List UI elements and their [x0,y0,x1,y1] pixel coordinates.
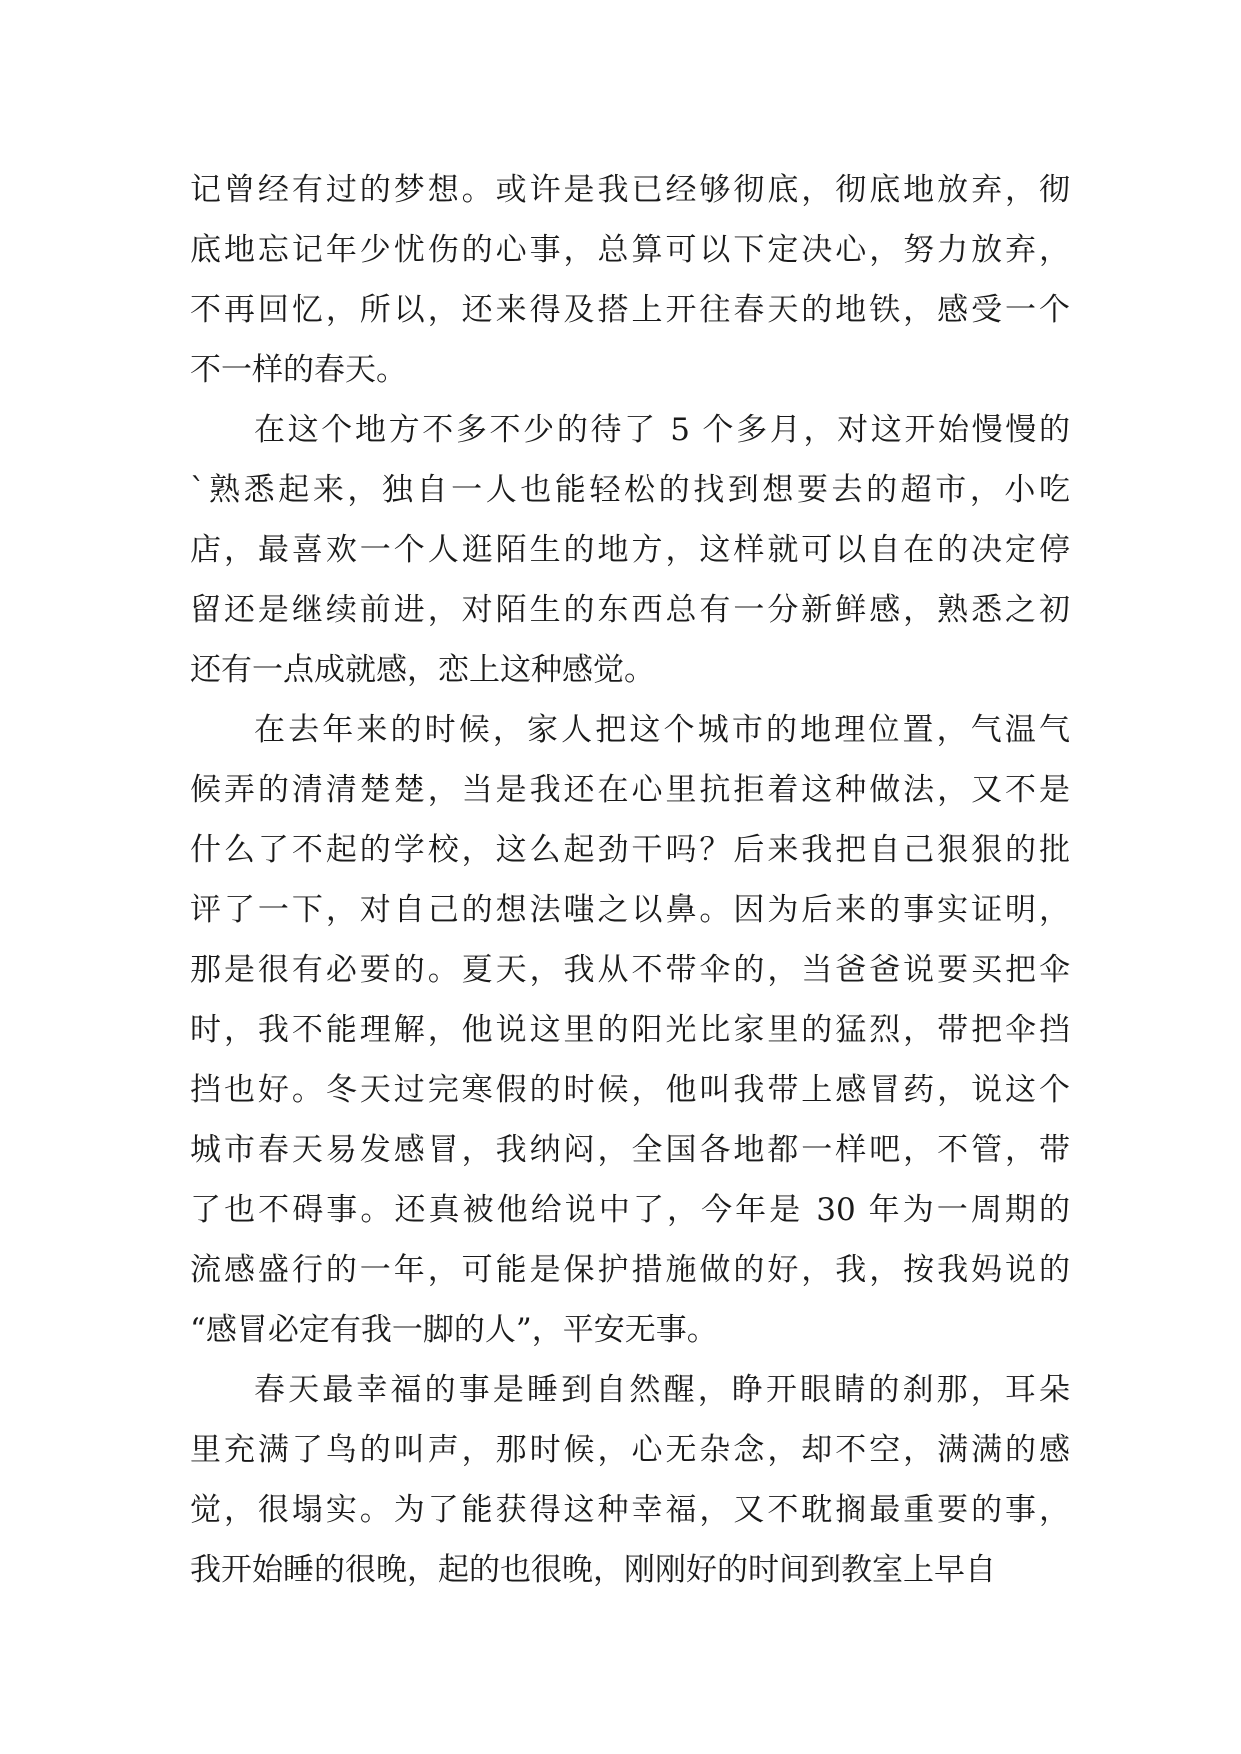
text-line: `熟悉起来，独自一人也能轻松的找到想要去的超市，小吃 [190,472,1070,508]
document-body [190,160,1070,1600]
text-line: 不再回忆，所以，还来得及搭上开往春天的地铁，感受一个 [190,292,1070,328]
paragraph [190,700,1070,1360]
paragraph [190,1360,1070,1600]
text-line: 底地忘记年少忧伤的心事，总算可以下定决心，努力放弃， [190,232,1070,268]
text-line: 评了一下，对自己的想法嗤之以鼻。因为后来的事实证明， [190,892,1070,928]
text-line: 流感盛行的一年，可能是保护措施做的好，我，按我妈说的 [190,1252,1070,1288]
text-line: 在去年来的时候，家人把这个城市的地理位置，气温气 [254,712,1070,748]
text-line: 候弄的清清楚楚，当是我还在心里抗拒着这种做法，又不是 [190,772,1070,808]
text-line: 城市春天易发感冒，我纳闷，全国各地都一样吧，不管，带 [190,1132,1070,1168]
paragraph [190,160,1070,400]
text-line: 什么了不起的学校，这么起劲干吗？后来我把自己狠狠的批 [190,832,1070,868]
text-line: 那是很有必要的。夏天，我从不带伞的，当爸爸说要买把伞 [190,952,1070,988]
text-line: 留还是继续前进，对陌生的东西总有一分新鲜感，熟悉之初 [190,592,1070,628]
paragraph [190,400,1070,700]
text-line: 记曾经有过的梦想。或许是我已经够彻底，彻底地放弃，彻 [190,172,1070,208]
text-line: “感冒必定有我一脚的人”，平安无事。 [190,1312,718,1348]
text-line: 还有一点成就感，恋上这种感觉。 [190,652,655,688]
text-line: 时，我不能理解，他说这里的阳光比家里的猛烈，带把伞挡 [190,1012,1070,1048]
text-line: 挡也好。冬天过完寒假的时候，他叫我带上感冒药，说这个 [190,1072,1070,1108]
text-line: 我开始睡的很晚，起的也很晚，刚刚好的时间到教室上早自 [190,1552,996,1588]
text-line: 不一样的春天。 [190,352,407,388]
text-line: 在这个地方不多不少的待了 5 个多月，对这开始慢慢的 [254,412,1070,448]
text-line: 店，最喜欢一个人逛陌生的地方，这样就可以自在的决定停 [190,532,1070,568]
text-line: 春天最幸福的事是睡到自然醒，睁开眼睛的刹那，耳朵 [254,1372,1070,1408]
text-line: 里充满了鸟的叫声，那时候，心无杂念，却不空，满满的感 [190,1432,1070,1468]
text-line: 了也不碍事。还真被他给说中了，今年是 30 年为一周期的 [190,1192,1070,1228]
text-line: 觉，很塌实。为了能获得这种幸福，又不耽搁最重要的事， [190,1492,1070,1528]
